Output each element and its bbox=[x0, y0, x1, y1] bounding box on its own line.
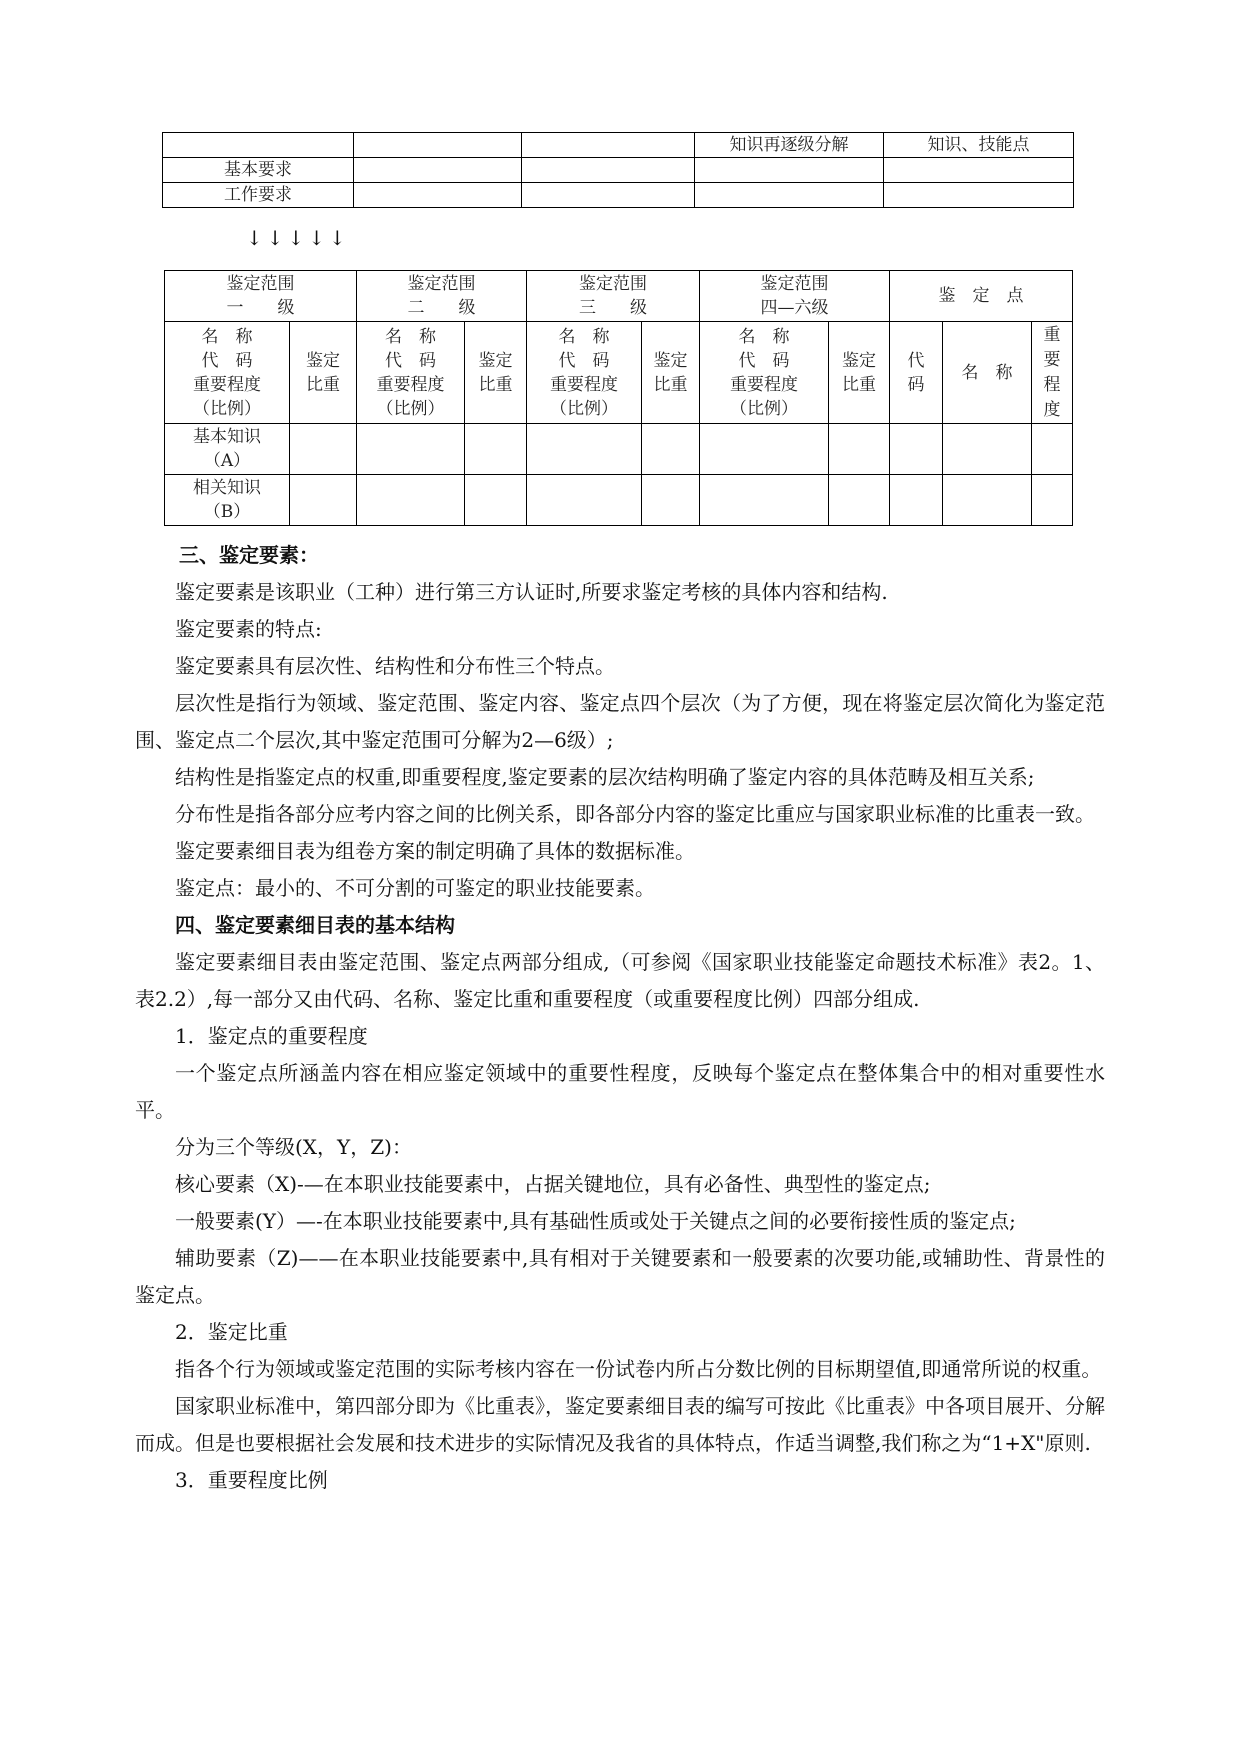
paragraph: 鉴定点：最小的、不可分割的可鉴定的职业技能要素。 bbox=[175, 876, 655, 900]
paragraph: 鉴定要素是该职业（工种）进行第三方认证时,所要求鉴定考核的具体内容和结构. bbox=[175, 580, 888, 604]
table-cell bbox=[943, 475, 1032, 526]
table-cell bbox=[1032, 475, 1073, 526]
paragraph: 指各个行为领域或鉴定范围的实际考核内容在一份试卷内所占分数比例的目标期望值,即通常所说的权重。 bbox=[175, 1357, 1102, 1381]
name-code-cell: 名 称 代 码 重要程度 （比例） bbox=[700, 322, 829, 424]
table-cell bbox=[522, 158, 695, 183]
table-cell bbox=[522, 133, 695, 158]
table-cell bbox=[465, 475, 527, 526]
table-row bbox=[165, 475, 1073, 526]
table-cell bbox=[522, 183, 695, 208]
table-cell bbox=[642, 424, 700, 475]
appraisal-point-header: 鉴 定 点 bbox=[890, 271, 1073, 322]
table-cell: 基本要求 bbox=[163, 158, 354, 183]
paragraph: 鉴定要素具有层次性、结构性和分布性三个特点。 bbox=[175, 654, 615, 678]
table-cell: 工作要求 bbox=[163, 183, 354, 208]
paragraph: 鉴定要素细目表由鉴定范围、鉴定点两部分组成,（可参阅《国家职业技能鉴定命题技术标准》表2。1、表2.2）,每一部分又由代码、名称、鉴定比重和重要程度（或重要程度比例）四部分组成. bbox=[135, 950, 1105, 1011]
level4-6-header: 鉴定范围 四—六级 bbox=[700, 271, 890, 322]
paragraph: 分为三个等级(X，Y，Z)： bbox=[175, 1135, 412, 1159]
table-cell bbox=[354, 158, 522, 183]
table-cell bbox=[1032, 424, 1073, 475]
table-cell bbox=[465, 424, 527, 475]
paragraph: 辅助要素（Z)——在本职业技能要素中,具有相对于关键要素和一般要素的次要功能,或辅助性、背景性的鉴定点。 bbox=[135, 1246, 1105, 1307]
code-header: 代 码 bbox=[890, 322, 943, 424]
name-code-cell: 名 称 代 码 重要程度 （比例） bbox=[357, 322, 465, 424]
weight-cell: 鉴定 比重 bbox=[465, 322, 527, 424]
paragraph: 一般要素(Y）—-在本职业技能要素中,具有基础性质或处于关键点之间的必要衔接性质的鉴定点; bbox=[175, 1209, 1016, 1233]
level3-header: 鉴定范围 三 级 bbox=[527, 271, 700, 322]
table-cell bbox=[642, 475, 700, 526]
name-code-cell: 名 称 代 码 重要程度 （比例） bbox=[527, 322, 642, 424]
table-cell: 知识、技能点 bbox=[884, 133, 1074, 158]
weight-cell: 鉴定 比重 bbox=[829, 322, 890, 424]
table-cell bbox=[943, 424, 1032, 475]
table-row bbox=[165, 322, 1073, 424]
weight-cell: 鉴定 比重 bbox=[642, 322, 700, 424]
table-cell bbox=[695, 158, 884, 183]
paragraph: 鉴定要素细目表为组卷方案的制定明确了具体的数据标准。 bbox=[175, 839, 695, 863]
table-cell bbox=[527, 424, 642, 475]
table-cell bbox=[354, 133, 522, 158]
table-row bbox=[165, 271, 1073, 322]
table-cell bbox=[695, 183, 884, 208]
work-requirements-table bbox=[162, 132, 1074, 208]
subsection-heading: 2．鉴定比重 bbox=[175, 1320, 288, 1344]
paragraph: 国家职业标准中，第四部分即为《比重表》，鉴定要素细目表的编写可按此《比重表》中各项目展开、分解而成。但是也要根据社会发展和技术进步的实际情况及我省的具体特点，作适当调整,我们称之为“1+X"原则. bbox=[135, 1394, 1105, 1455]
row-label-related: 相关知识 （B） bbox=[165, 475, 290, 526]
paragraph: 结构性是指鉴定点的权重,即重要程度,鉴定要素的层次结构明确了鉴定内容的具体范畴及相互关系; bbox=[175, 765, 1035, 789]
body-text bbox=[135, 537, 1105, 1499]
table-cell bbox=[163, 133, 354, 158]
table-row bbox=[163, 183, 1074, 208]
down-arrows-icon: ↓↓↓↓↓ bbox=[246, 226, 350, 250]
table-cell bbox=[290, 424, 357, 475]
table-row bbox=[163, 158, 1074, 183]
table-row bbox=[163, 133, 1074, 158]
section-heading: 四、鉴定要素细目表的基本结构 bbox=[175, 913, 455, 937]
table-cell bbox=[829, 475, 890, 526]
subsection-heading: 3．重要程度比例 bbox=[175, 1468, 328, 1492]
appraisal-structure-table bbox=[164, 270, 1073, 526]
weight-cell: 鉴定 比重 bbox=[290, 322, 357, 424]
table-cell bbox=[290, 475, 357, 526]
table-cell bbox=[354, 183, 522, 208]
row-label-basic: 基本知识 （A） bbox=[165, 424, 290, 475]
paragraph: 分布性是指各部分应考内容之间的比例关系，即各部分内容的鉴定比重应与国家职业标准的比重表一致。 bbox=[175, 802, 1095, 826]
table-cell: 知识再逐级分解 bbox=[695, 133, 884, 158]
table-cell bbox=[884, 183, 1074, 208]
paragraph: 一个鉴定点所涵盖内容在相应鉴定领域中的重要性程度，反映每个鉴定点在整体集合中的相对重要性水平。 bbox=[135, 1061, 1105, 1122]
name-header: 名 称 bbox=[943, 322, 1032, 424]
section-heading: 三、鉴定要素： bbox=[179, 543, 319, 567]
table-cell bbox=[527, 475, 642, 526]
importance-header: 重 要 程 度 bbox=[1032, 322, 1073, 424]
table-cell bbox=[700, 424, 829, 475]
level2-header: 鉴定范围 二 级 bbox=[357, 271, 527, 322]
table-cell bbox=[890, 424, 943, 475]
table-cell bbox=[884, 158, 1074, 183]
paragraph: 鉴定要素的特点: bbox=[175, 617, 322, 641]
paragraph: 层次性是指行为领域、鉴定范围、鉴定内容、鉴定点四个层次（为了方便，现在将鉴定层次简化为鉴定范围、鉴定点二个层次,其中鉴定范围可分解为2—6级）; bbox=[135, 691, 1105, 752]
level1-header: 鉴定范围 一 级 bbox=[165, 271, 357, 322]
table-cell bbox=[700, 475, 829, 526]
table-cell bbox=[890, 475, 943, 526]
name-code-cell: 名 称 代 码 重要程度 （比例） bbox=[165, 322, 290, 424]
subsection-heading: 1．鉴定点的重要程度 bbox=[175, 1024, 368, 1048]
table-cell bbox=[829, 424, 890, 475]
table-row bbox=[165, 424, 1073, 475]
table-cell bbox=[357, 475, 465, 526]
table-cell bbox=[357, 424, 465, 475]
paragraph: 核心要素（X)-—在本职业技能要素中，占据关键地位，具有必备性、典型性的鉴定点; bbox=[175, 1172, 931, 1196]
